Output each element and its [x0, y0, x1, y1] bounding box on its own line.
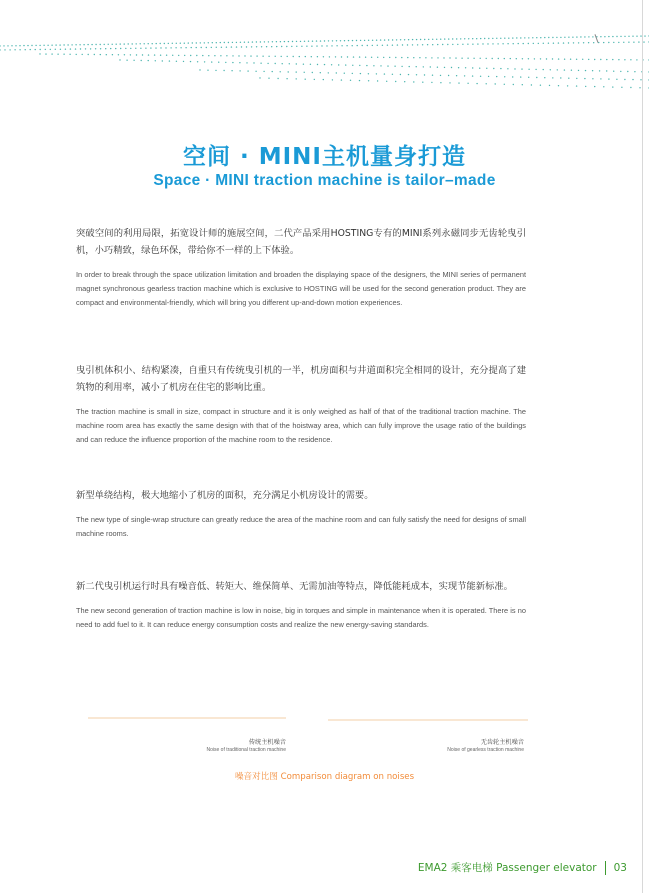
- footer-product-name: EMA2 乘客电梯 Passenger elevator: [417, 862, 597, 874]
- caption-en: Noise of gearless traction machine: [447, 747, 524, 753]
- footer-divider: [605, 861, 606, 875]
- paragraph-en: The new type of single-wrap structure can greatly reduce the area of the machine room and can fully satisfy the need for designs of small machine rooms.: [76, 515, 526, 538]
- paragraph-single-wrap: [76, 487, 526, 541]
- caption-cn: 传统主机噪音: [248, 739, 286, 746]
- paragraph-cn: 新型单绕结构，极大地缩小了机房的面积，充分满足小机房设计的需要。: [76, 490, 374, 501]
- page-title-en: Space · MINI traction machine is tailor–made: [153, 172, 496, 189]
- caption-cn: 无齿轮主机噪音: [480, 739, 524, 746]
- page-edge-line: [642, 0, 643, 893]
- page-number: 03: [613, 861, 627, 874]
- decorative-dotted-lines: [0, 0, 649, 100]
- paragraph-en: The traction machine is small in size, compact in structure and it is only weighed as half of that of the traditional traction machine. The machine room area has exactly the same design with that of the hoistway area, which can fully improve the usage ratio of the buildings and can reduce the influence proportion of the machine room to the residence.: [76, 407, 526, 444]
- paragraph-en: The new second generation of traction machine is low in noise, big in torques and simple in maintenance when it is operated. There is no need to add fuel to it. It can reduce energy consumption costs and realize the new energy-saving standards.: [76, 606, 526, 629]
- comparison-caption: 噪音对比图 Comparison diagram on noises: [234, 772, 415, 782]
- traditional-noise-waveform: [88, 678, 286, 742]
- paragraph-cn: 曳引机体积小、结构紧凑，自重只有传统曳引机的一半，机房面积与井道面积完全相同的设计，充分提高了建筑物的利用率，减小了机房在住宅的影响比重。: [76, 365, 526, 393]
- paragraph-space-utilization: [76, 225, 526, 310]
- paragraph-en: In order to break through the space utilization limitation and broaden the displaying space of the designers, the MINI series of permanent magnet synchronous gearless traction machine which is exclusive to HOSTING will be used for the second generation product. They are compact and environmental-friendly, which will bring you different up-and-down motion experiences.: [76, 270, 526, 307]
- paragraph-low-noise: [76, 578, 526, 632]
- caption-en: Noise of traditional traction machine: [206, 747, 286, 753]
- paragraph-cn: 突破空间的利用局限，拓宽设计师的施展空间，二代产品采用HOSTING专有的MINI系列永磁同步无齿轮曳引机，小巧精致，绿色环保，带给你不一样的上下体验。: [76, 228, 526, 256]
- paragraph-compact-structure: [76, 362, 526, 447]
- gearless-noise-waveform: [328, 715, 528, 724]
- page-title-cn: 空间 · MINI主机量身打造: [182, 144, 466, 170]
- traditional-noise-caption: [150, 738, 286, 754]
- gearless-noise-caption: [400, 738, 524, 754]
- page-footer: [418, 860, 627, 875]
- paragraph-cn: 新二代曳引机运行时具有噪音低、转矩大、维保简单、无需加油等特点，降低能耗成本，实现节能新标准。: [76, 581, 513, 592]
